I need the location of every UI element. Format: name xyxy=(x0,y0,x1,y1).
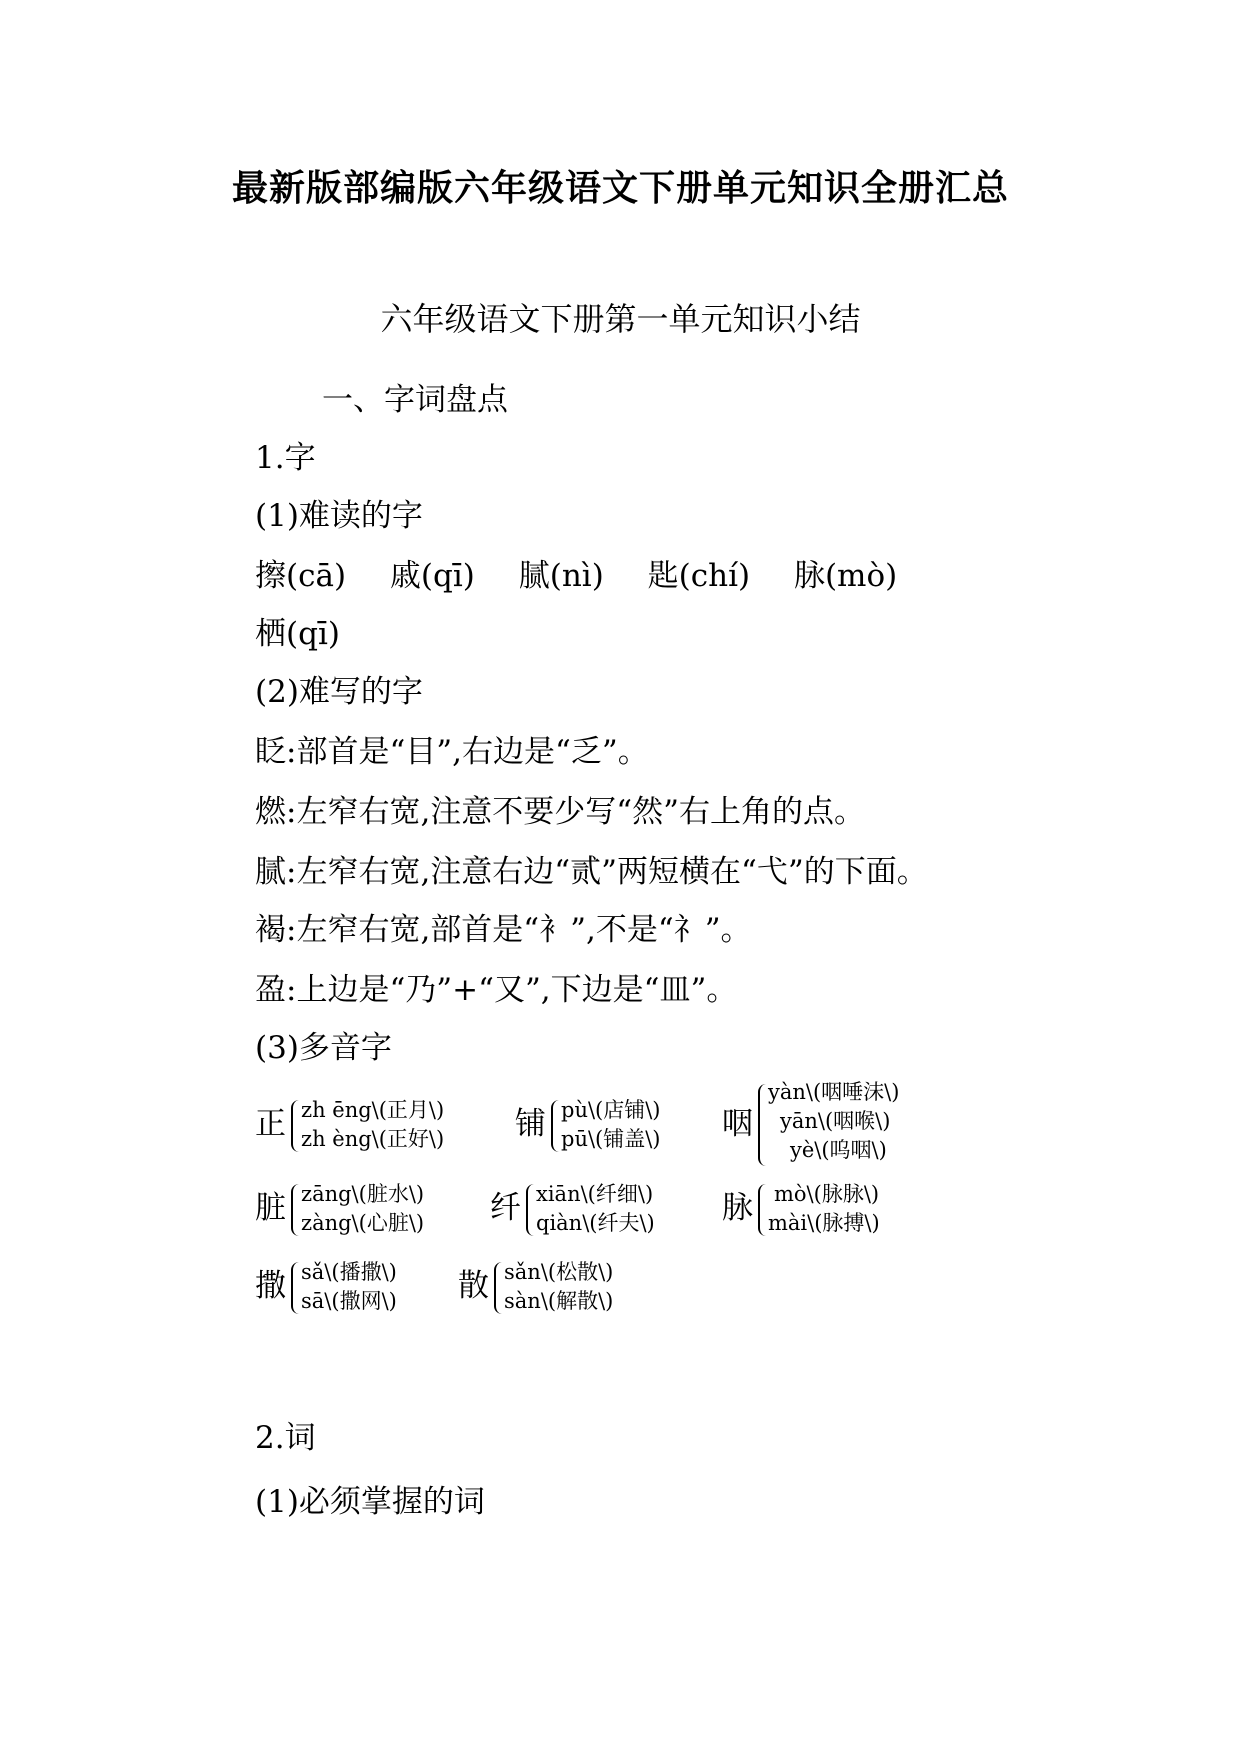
section-heading: 一、字词盘点 xyxy=(322,382,508,418)
brace-icon xyxy=(494,1262,502,1314)
hard-to-read-row xyxy=(255,556,931,596)
hard-read-item: 栖(qī) xyxy=(255,616,340,652)
subheading-characters: 1.字 xyxy=(255,440,316,476)
brace-icon xyxy=(526,1184,534,1236)
polyphone-reading: sàn\(解散\) xyxy=(504,1289,614,1313)
polyphone-reading: mò\(脉脉\) xyxy=(774,1182,880,1206)
polyphone-char: 咽 xyxy=(722,1106,753,1142)
polyphone-reading: xiān\(纤细\) xyxy=(536,1182,654,1206)
polyphone-reading: sǎn\(松散\) xyxy=(504,1260,614,1284)
polyphone-group xyxy=(255,1090,485,1180)
polyphone-group xyxy=(722,1174,932,1264)
polyphone-reading: pū\(铺盖\) xyxy=(561,1127,661,1151)
polyphone-group xyxy=(255,1174,465,1264)
polyphone-group xyxy=(515,1090,715,1180)
brace-icon xyxy=(291,1262,299,1314)
hard-read-item: 擦(cā) xyxy=(255,558,347,594)
polyphone-reading: yàn\(咽唾沫\) xyxy=(768,1080,900,1104)
polyphone-group xyxy=(490,1174,700,1264)
polyphone-reading: mài\(脉搏\) xyxy=(768,1211,880,1235)
polyphone-char: 撒 xyxy=(255,1268,286,1304)
brace-icon xyxy=(291,1184,299,1236)
hard-write-item: 燃:左窄右宽,注意不要少写“然”右上角的点。 xyxy=(255,794,865,830)
polyphone-char: 正 xyxy=(255,1106,286,1142)
brace-icon xyxy=(758,1084,766,1166)
polyphone-char: 铺 xyxy=(515,1106,546,1142)
polyphone-reading: zh èng\(正好\) xyxy=(301,1127,445,1151)
brace-icon xyxy=(291,1100,299,1152)
document-title: 最新版部编版六年级语文下册单元知识全册汇总 xyxy=(231,168,1009,209)
hard-write-item: 腻:左窄右宽,注意右边“贰”两短横在“弋”的下面。 xyxy=(255,854,928,890)
hard-read-item: 匙(chí) xyxy=(647,558,751,594)
polyphone-reading: pù\(店铺\) xyxy=(561,1098,661,1122)
polyphone-reading: zh ēng\(正月\) xyxy=(301,1098,445,1122)
subheading-must-master: (1)必须掌握的词 xyxy=(255,1484,485,1520)
polyphone-reading: zàng\(心脏\) xyxy=(301,1211,425,1235)
polyphone-group xyxy=(255,1252,455,1342)
polyphone-char: 纤 xyxy=(490,1190,521,1226)
hard-read-item: 脉(mò) xyxy=(793,558,898,594)
hard-write-item: 褐:左窄右宽,部首是“衤”,不是“礻”。 xyxy=(255,912,752,948)
brace-icon xyxy=(551,1100,559,1152)
subheading-words: 2.词 xyxy=(255,1420,316,1456)
polyphone-reading: sǎ\(播撒\) xyxy=(301,1260,397,1284)
polyphone-group xyxy=(722,1076,952,1166)
hard-write-item: 眨:部首是“目”,右边是“乏”。 xyxy=(255,734,649,770)
brace-icon xyxy=(758,1184,766,1236)
polyphone-reading: yān\(咽喉\) xyxy=(780,1109,891,1133)
subheading-hard-to-write: (2)难写的字 xyxy=(255,674,423,710)
polyphone-reading: sā\(撒网\) xyxy=(301,1289,397,1313)
hard-read-item: 腻(nì) xyxy=(518,558,604,594)
unit-subtitle: 六年级语文下册第一单元知识小结 xyxy=(380,300,861,338)
polyphone-reading: yè\(呜咽\) xyxy=(790,1138,887,1162)
polyphone-char: 散 xyxy=(458,1268,489,1304)
hard-write-item: 盈:上边是“乃”+“又”,下边是“皿”。 xyxy=(255,972,738,1008)
polyphone-char: 脏 xyxy=(255,1190,286,1226)
subheading-polyphones: (3)多音字 xyxy=(255,1030,392,1066)
polyphone-reading: zāng\(脏水\) xyxy=(301,1182,425,1206)
hard-read-item: 戚(qī) xyxy=(389,558,475,594)
polyphone-reading: qiàn\(纤夫\) xyxy=(536,1211,655,1235)
polyphone-group xyxy=(458,1252,678,1342)
polyphone-char: 脉 xyxy=(722,1190,753,1226)
subheading-hard-to-read: (1)难读的字 xyxy=(255,498,423,534)
